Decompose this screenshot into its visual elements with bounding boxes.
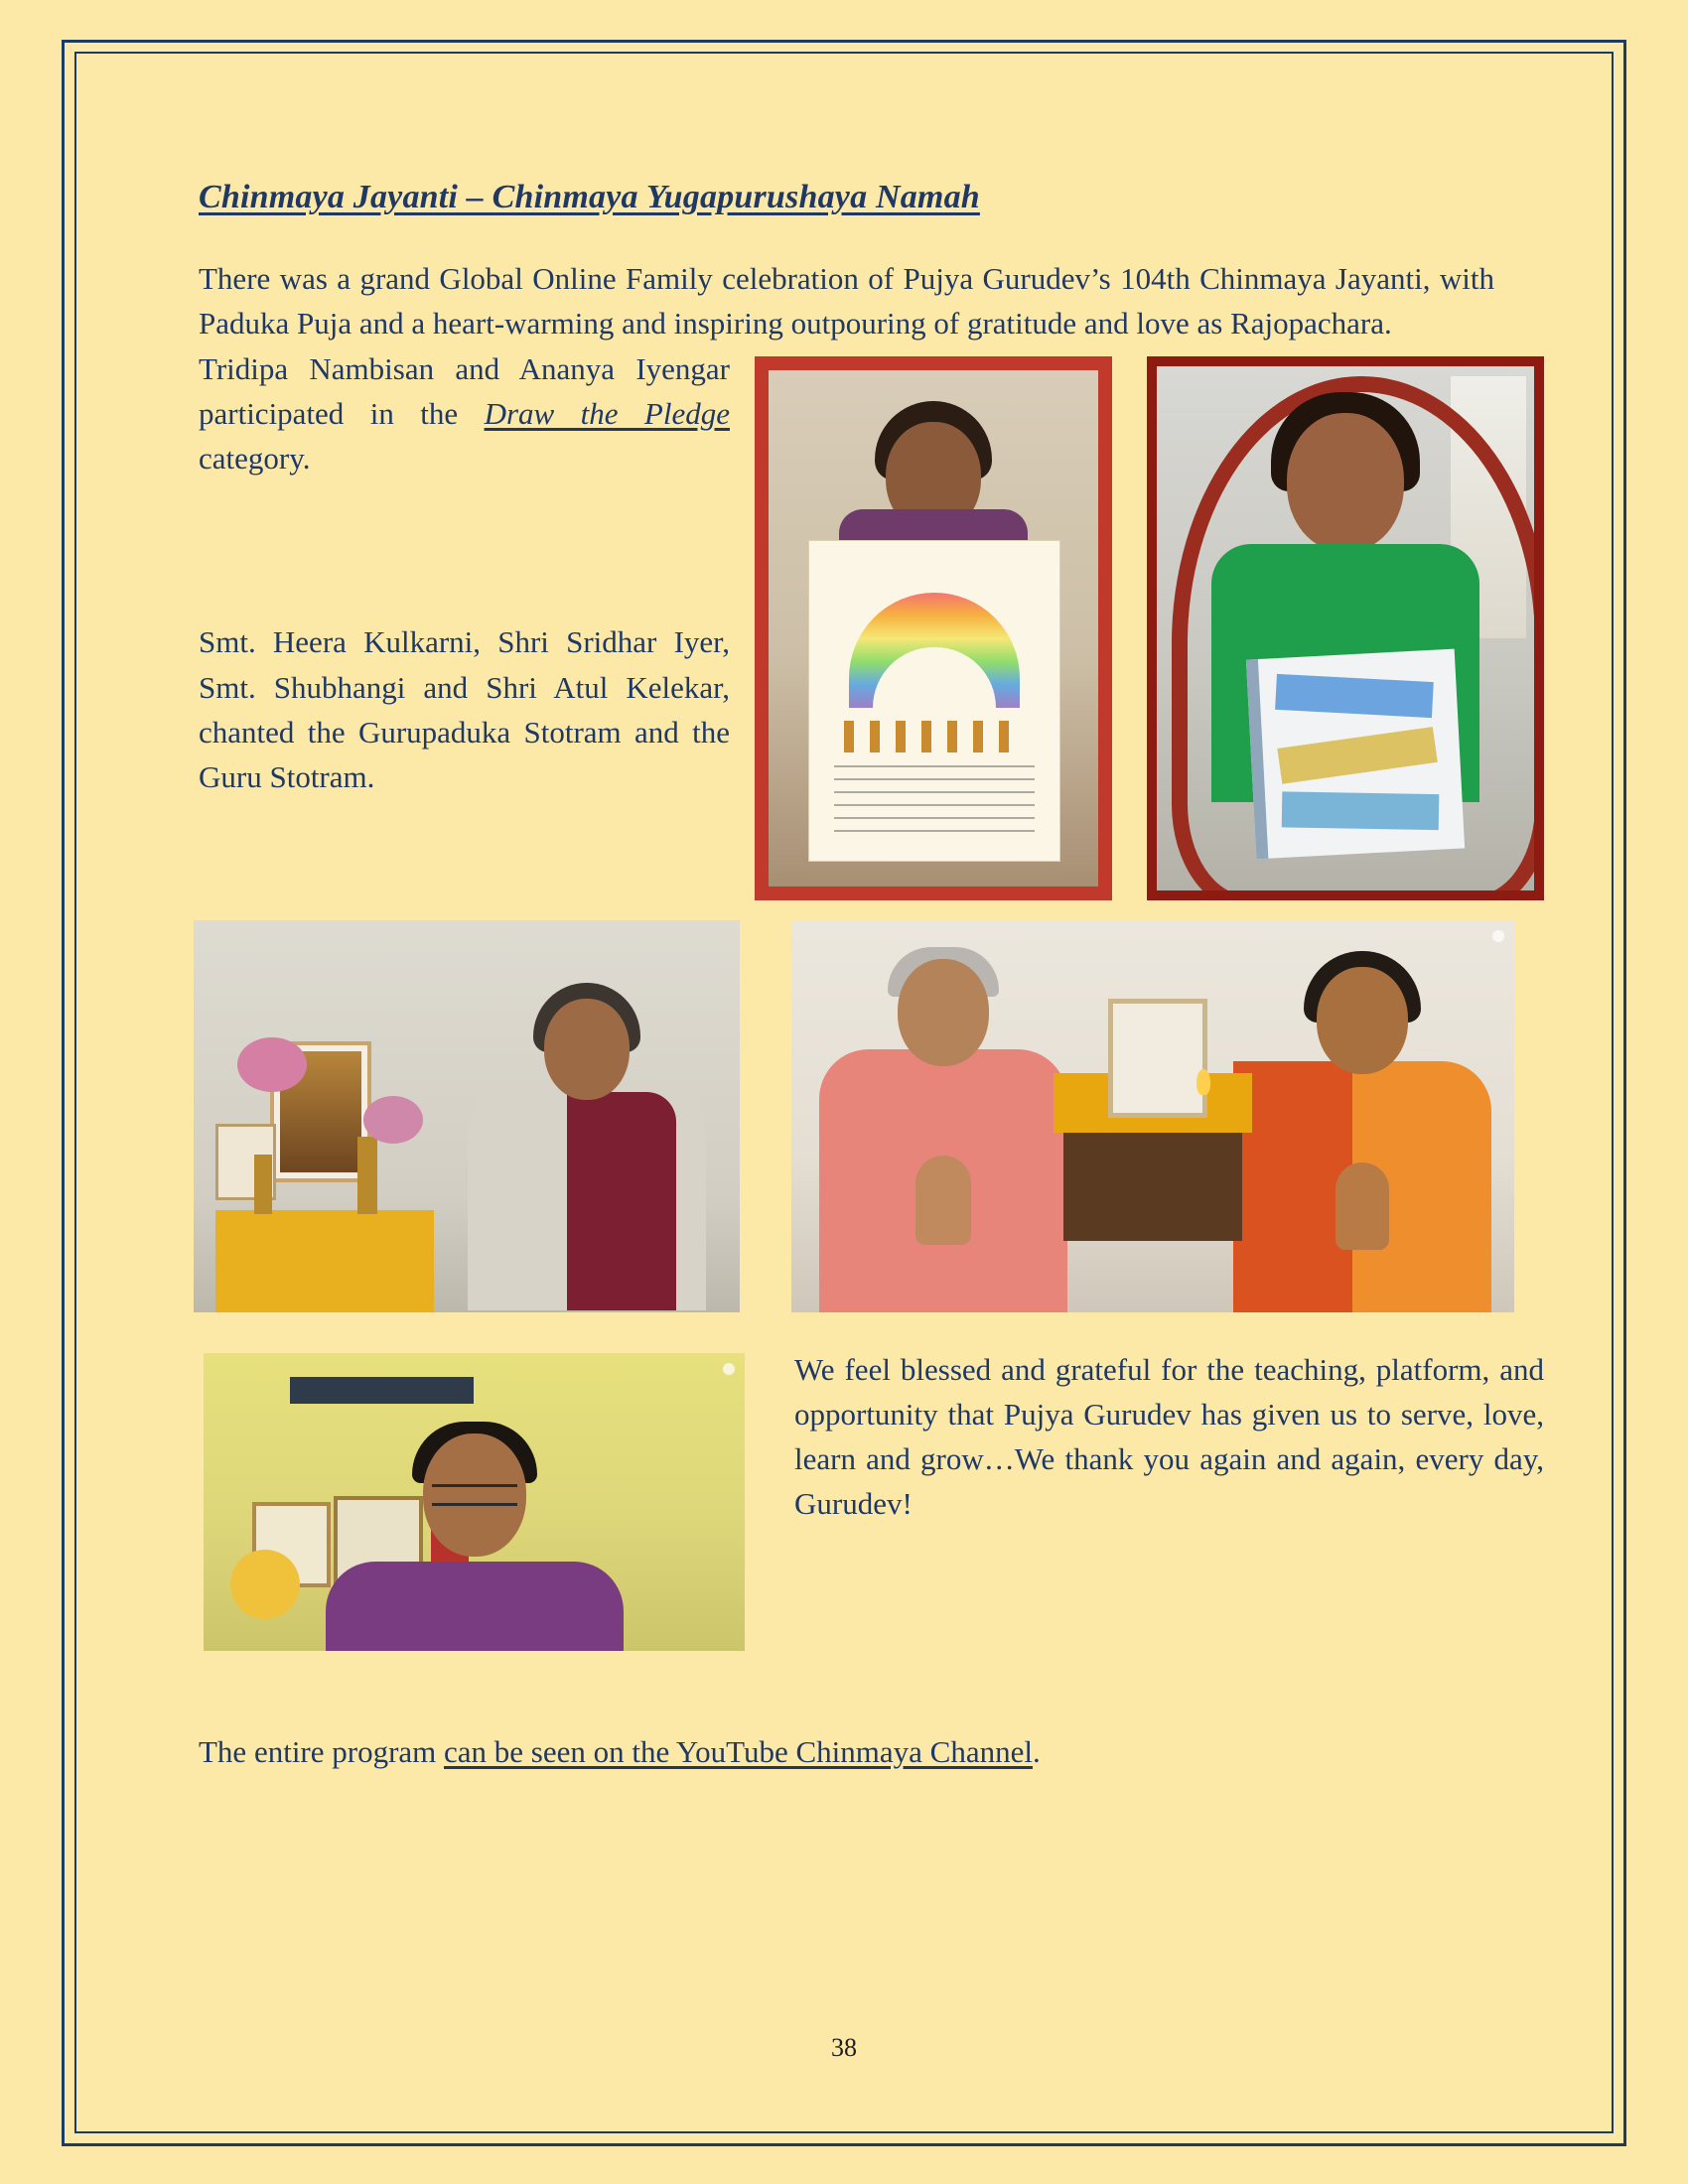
section-gratitude: [199, 1347, 1544, 1665]
photo-chanter-couple-namaste: [791, 920, 1514, 1312]
page-number: 38: [831, 2033, 857, 2062]
photo-chanter-lady-altar: [194, 920, 740, 1312]
photo-draw-pledge-1: [755, 356, 1112, 900]
chanters-photo-group: [199, 920, 1544, 1317]
gratitude-paragraph: We feel blessed and grateful for the teaching, platform, and opportunity that Pujya Gurudev has given us to serve, love, learn and grow…We thank you again and again, every day, Gurudev!: [794, 1351, 1544, 1522]
left-text-column: [199, 346, 730, 800]
intro-paragraph: There was a grand Global Online Family celebration of Pujya Gurudev’s 104th Chinmaya Jayanti, with Paduka Puja and a heart-warming and inspiring outpouring of gratitude and love as Rajopachara.: [199, 261, 1494, 341]
draw-pledge-link[interactable]: Draw the Pledge: [484, 395, 730, 431]
page-title: Chinmaya Jayanti – Chinmaya Yugapurushaya Namah: [199, 179, 980, 215]
closing-prefix: The entire program: [199, 1733, 445, 1769]
draw-pledge-prefix: Tridipa Nambisan and Ananya Iyengar participated in the: [199, 350, 730, 431]
photo-draw-pledge-2: [1147, 356, 1544, 900]
closing-paragraph: [199, 1734, 1544, 1770]
photo-chanter-man-purple: [204, 1353, 745, 1651]
draw-pledge-paragraph: [199, 346, 730, 481]
closing-suffix: .: [1032, 1733, 1041, 1769]
section-draw-the-pledge: [199, 346, 1544, 902]
gratitude-text-column: [794, 1347, 1544, 1527]
paragraph-spacer: [199, 480, 730, 619]
page-content: [199, 179, 1544, 1801]
chanting-paragraph: Smt. Heera Kulkarni, Shri Sridhar Iyer, Smt. Shubhangi and Shri Atul Kelekar, chanted the Gurupaduka Stotram and the Guru Stotram.: [199, 624, 730, 794]
draw-pledge-suffix: category.: [199, 441, 311, 476]
youtube-channel-link[interactable]: can be seen on the YouTube Chinmaya Channel: [444, 1733, 1033, 1769]
